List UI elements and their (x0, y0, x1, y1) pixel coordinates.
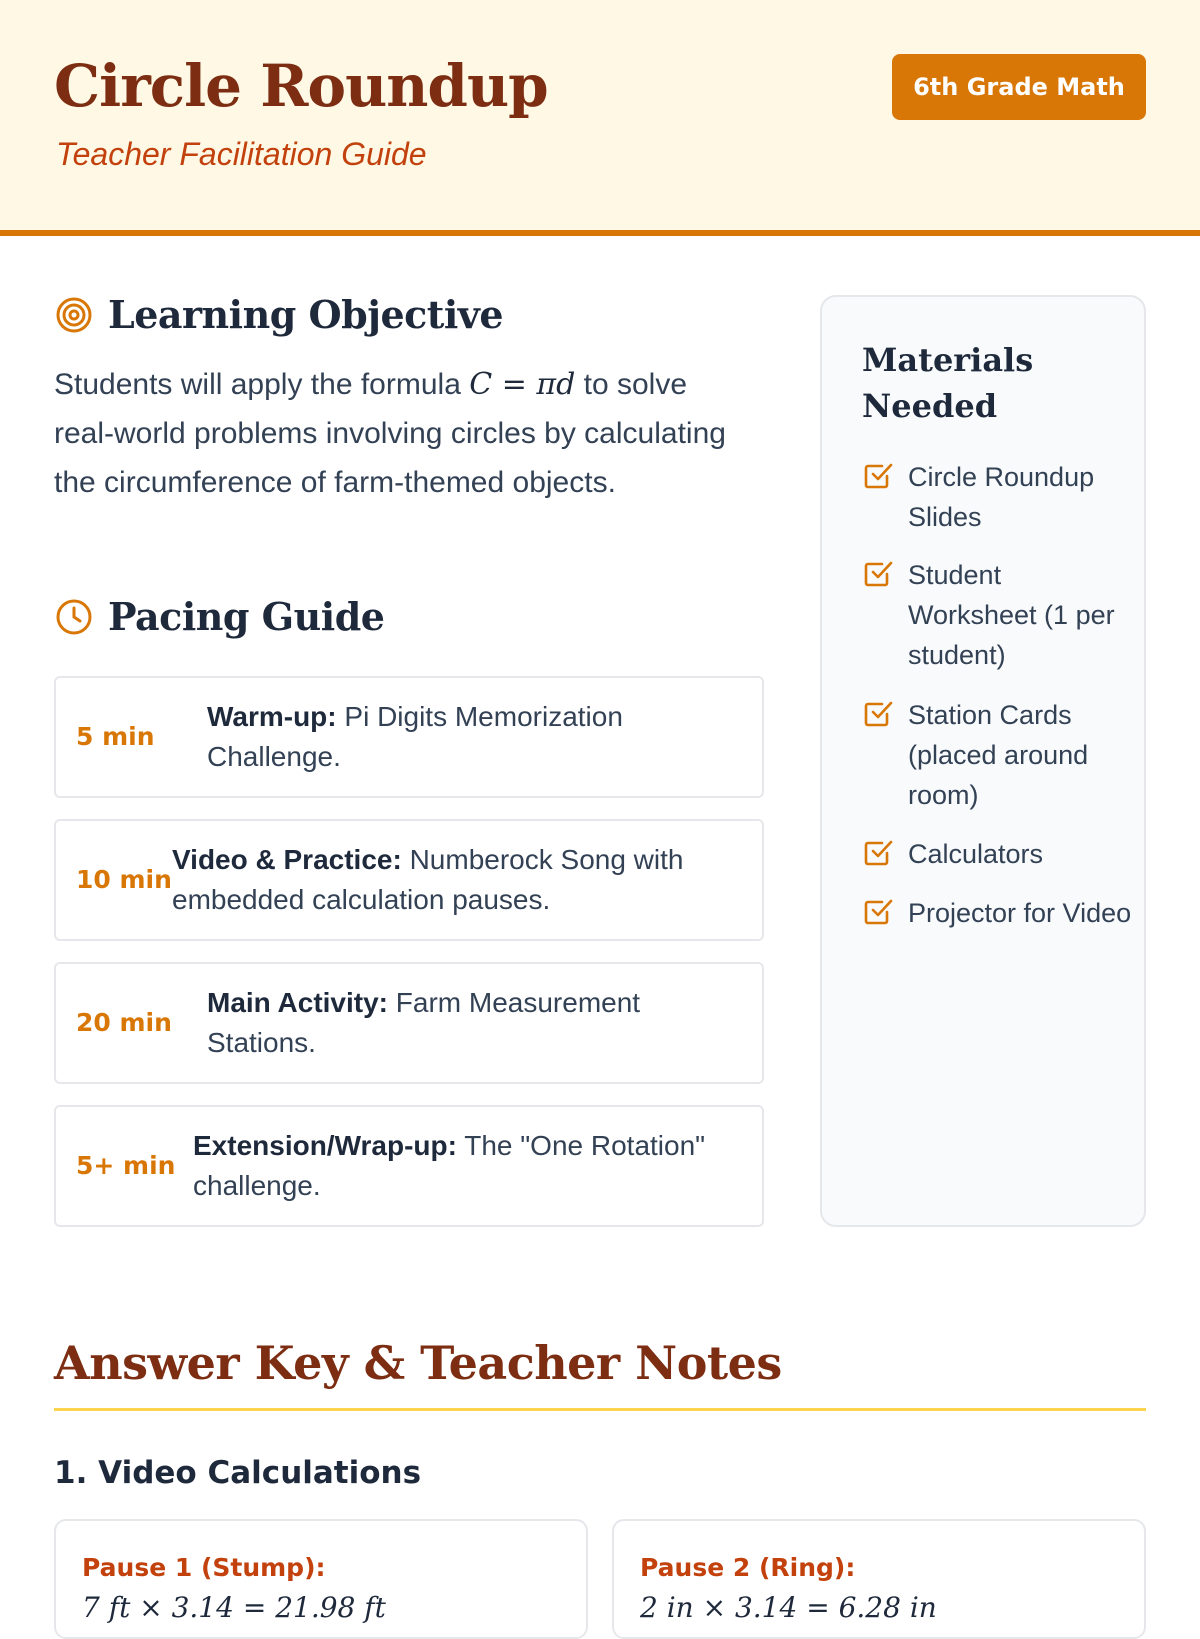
materials-item (862, 893, 1132, 933)
materials-item-label: Projector for Video (908, 898, 1132, 928)
pacing-time: 20 min (76, 1008, 172, 1037)
pacing-detail: Farm Measurement Stations. (207, 987, 641, 1058)
objective-title: Learning Objective (108, 292, 504, 337)
pacing-description (207, 697, 742, 777)
materials-item (862, 555, 1132, 675)
pacing-detail: Numberock Song with embedded calculation pauses. (172, 844, 684, 915)
objective-formula: C = πd (469, 367, 576, 402)
pacing-description (207, 983, 742, 1063)
pacing-item (54, 819, 764, 941)
pause-card (612, 1519, 1146, 1639)
pause-label: Pause 2 (Ring): (640, 1553, 856, 1582)
objective-text-after: to solve real-world problems involving circles by calculating the circumference of farm-themed objects. (54, 368, 726, 499)
grade-badge: 6th Grade Math (892, 54, 1146, 120)
checkbox-icon (862, 836, 894, 868)
pacing-label: Extension/Wrap-up: (193, 1130, 457, 1161)
pause-label: Pause 1 (Stump): (82, 1553, 326, 1582)
page-title: Circle Roundup (54, 52, 548, 120)
pacing-label: Video & Practice: (172, 844, 402, 875)
objective-text-before: Students will apply the formula (54, 368, 470, 401)
pacing-item (54, 676, 764, 798)
checkbox-icon (862, 895, 894, 927)
answer-key-subheading: 1. Video Calculations (54, 1455, 422, 1491)
answer-key-title: Answer Key & Teacher Notes (54, 1336, 782, 1390)
materials-item-label: Student Worksheet (1 per student) (908, 560, 1115, 670)
pacing-title: Pacing Guide (108, 594, 385, 639)
checkbox-icon (862, 557, 894, 589)
page-subtitle: Teacher Facilitation Guide (56, 136, 427, 172)
materials-item (862, 695, 1132, 815)
pacing-heading (54, 594, 384, 639)
pacing-description (193, 1126, 742, 1206)
pacing-detail: The "One Rotation" challenge. (193, 1130, 706, 1201)
clock-icon (54, 597, 94, 637)
target-icon (54, 295, 94, 335)
pacing-detail: Pi Digits Memorization Challenge. (207, 701, 623, 772)
objective-heading (54, 292, 503, 337)
pacing-time: 5 min (76, 722, 155, 751)
pause-card (54, 1519, 588, 1639)
pacing-item (54, 962, 764, 1084)
page-header (0, 0, 1200, 236)
materials-item (862, 457, 1132, 537)
materials-title: Materials Needed (862, 341, 1034, 425)
pacing-time: 10 min (76, 865, 172, 894)
pacing-description (172, 840, 742, 920)
materials-item (862, 834, 1132, 874)
answer-key-divider (54, 1408, 1146, 1411)
checkbox-icon (862, 459, 894, 491)
materials-item-label: Calculators (908, 839, 1044, 869)
pause-calculation: 2 in × 3.14 = 6.28 in (640, 1591, 937, 1624)
pacing-time: 5+ min (76, 1151, 176, 1180)
materials-item-label: Station Cards (placed around room) (908, 700, 1089, 810)
pacing-label: Warm-up: (207, 701, 337, 732)
materials-item-label: Circle Roundup Slides (908, 462, 1095, 532)
pacing-item (54, 1105, 764, 1227)
pause-calculation: 7 ft × 3.14 = 21.98 ft (82, 1591, 386, 1624)
pacing-label: Main Activity: (207, 987, 388, 1018)
checkbox-icon (862, 697, 894, 729)
objective-text (54, 360, 754, 507)
materials-panel (820, 295, 1146, 1227)
